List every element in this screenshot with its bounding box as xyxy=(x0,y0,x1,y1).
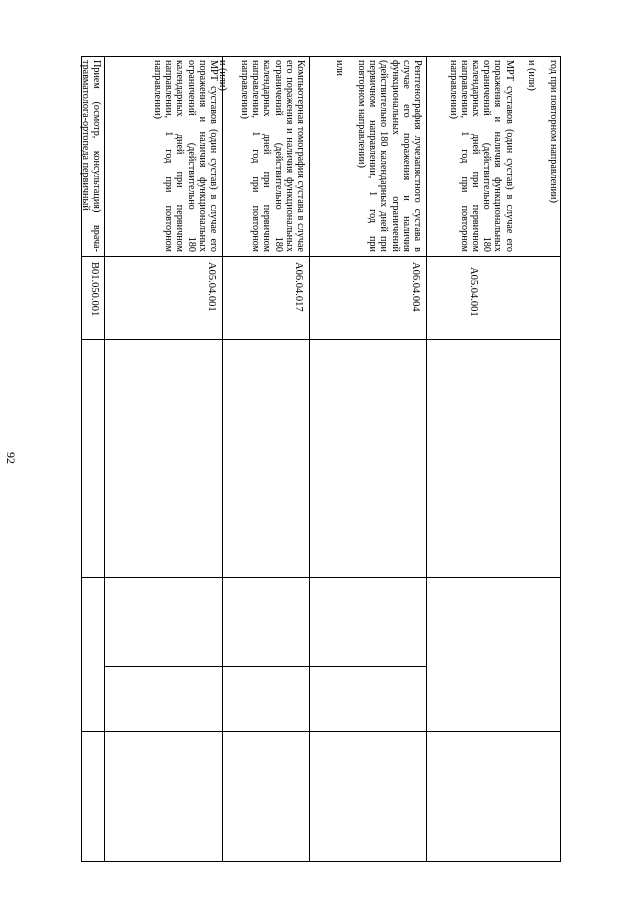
col-divider-code xyxy=(81,339,561,340)
service-text: МРТ суставов (один сустав) в случае его поражения и наличия функциональных ограничений (действительно 180 календарных дней при первичном направлении, 1 год при повторном направлении) xyxy=(447,60,515,252)
service-code: A06.04.017 xyxy=(293,262,304,312)
service-text: Прием (осмотр, консультация) врача-травматолога-ортопеда первичный xyxy=(79,60,102,252)
service-code: A05.04.001 xyxy=(206,262,217,312)
spacer xyxy=(345,60,356,252)
row-divider-2 xyxy=(309,56,310,862)
col-divider-middle xyxy=(81,577,561,578)
service-text: МРТ суставов (один сустав) в случае его поражения и наличия функциональных ограничений (действительно 180 календарных дней при первичном направлении, 1 год при повторном направлении) xyxy=(151,60,219,252)
service-text: Рентгенография лучезапястного сустава в случае его поражения и наличия функциональных ограничений (действительно 180 календарных дней при первичном направлении, 1 год при повторном направлении) xyxy=(355,60,423,252)
service-cell xyxy=(429,60,559,252)
service-code: A06.04.004 xyxy=(410,262,421,312)
service-code: B01.050.001 xyxy=(89,262,100,317)
service-text: год при повторном направлении) xyxy=(548,60,559,203)
service-text: и (или) xyxy=(216,60,228,91)
rotated-table-wrapper xyxy=(81,56,561,862)
service-text: и (или) xyxy=(525,60,537,91)
row-divider-4 xyxy=(104,56,105,862)
spacer xyxy=(515,60,526,252)
service-cell xyxy=(81,60,102,252)
page-number: 92 xyxy=(4,452,18,464)
service-text: или xyxy=(333,60,345,76)
services-table xyxy=(81,56,561,862)
service-code: A05.04.001 xyxy=(468,267,479,317)
service-cell xyxy=(312,60,423,252)
col-divider-right xyxy=(81,731,561,732)
service-text: Компьютерная томография сустава в случае его поражения и наличия функциональных ограничений (действительно 180 календарных дней при первичном направлении, 1 год при повторном направлении) xyxy=(238,60,306,252)
spacer xyxy=(537,60,548,252)
col-divider-inner xyxy=(105,666,427,667)
service-cell xyxy=(107,60,219,252)
service-cell xyxy=(216,60,306,252)
col-divider-service xyxy=(81,256,561,257)
spacer xyxy=(228,60,239,252)
row-divider-1 xyxy=(426,56,427,862)
